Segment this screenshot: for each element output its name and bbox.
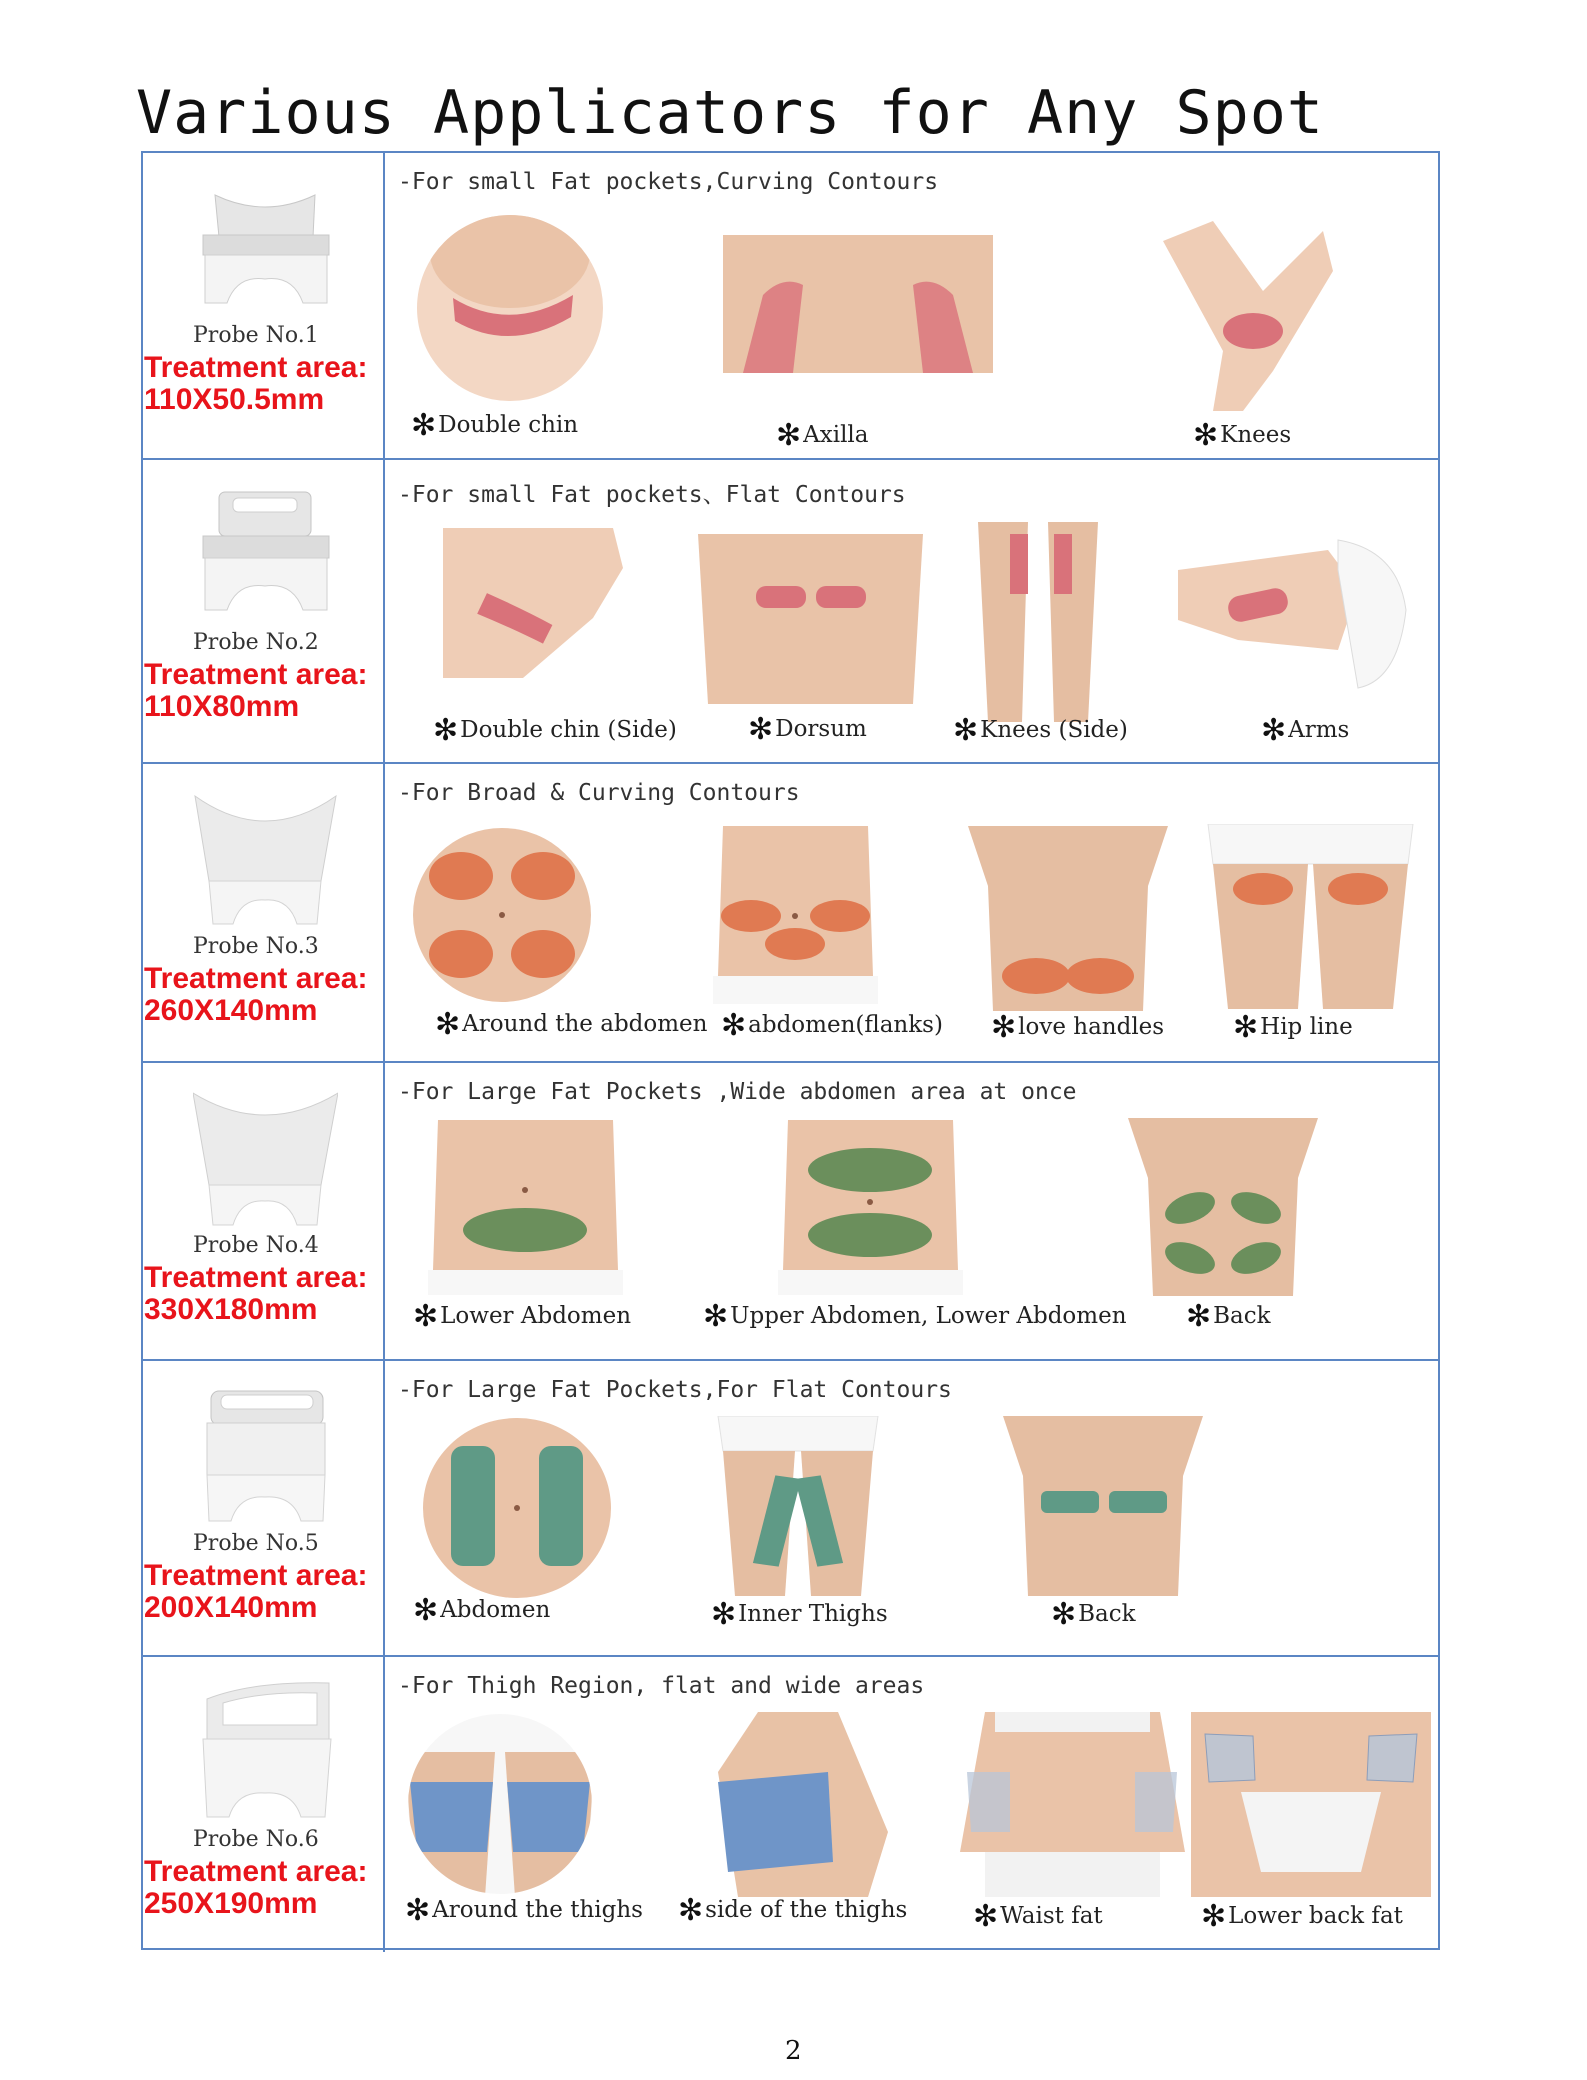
abdomen-flanks-image (713, 826, 878, 1004)
asterisk-bullet-icon: ✻ (678, 1893, 704, 1928)
asterisk-bullet-icon: ✻ (748, 712, 774, 747)
axilla-image (723, 235, 993, 373)
area-caption: ✻love handles (991, 1010, 1165, 1045)
hip-line-image (1203, 824, 1418, 1009)
page-title: Various Applicators for Any Spot (136, 78, 1324, 148)
dorsum-image (698, 534, 923, 704)
asterisk-bullet-icon: ✻ (703, 1299, 729, 1334)
around-thighs-image (405, 1712, 595, 1897)
treatment-area-label: Treatment area: (144, 658, 368, 691)
area-caption: ✻Axilla (776, 418, 869, 453)
double-chin-side-image (443, 528, 633, 678)
area-caption: ✻Upper Abdomen, Lower Abdomen (703, 1299, 1127, 1334)
asterisk-bullet-icon: ✻ (953, 713, 979, 748)
probe-cell (143, 764, 385, 1061)
arms-image (1178, 530, 1408, 690)
asterisk-bullet-icon: ✻ (973, 1899, 999, 1934)
asterisk-bullet-icon: ✻ (1261, 713, 1287, 748)
back-image (1128, 1118, 1318, 1296)
probe-1-image (193, 175, 338, 325)
probe-4-image (193, 1085, 338, 1235)
love-handles-image (968, 826, 1168, 1011)
area-caption: ✻Knees (Side) (953, 713, 1128, 748)
asterisk-bullet-icon: ✻ (1201, 1899, 1227, 1934)
lower-abdomen-image (428, 1120, 623, 1295)
asterisk-bullet-icon: ✻ (1233, 1010, 1259, 1045)
probe-name: Probe No.6 (193, 1827, 319, 1852)
probe-2-image (193, 482, 338, 632)
treatment-area-label: Treatment area: (144, 1559, 368, 1592)
area-caption: ✻Arms (1261, 713, 1350, 748)
probe-3-image (193, 786, 338, 936)
area-caption: ✻Double chin (Side) (433, 713, 677, 748)
area-caption: ✻Lower back fat (1201, 1899, 1403, 1934)
knees-side-image (958, 522, 1118, 722)
treatment-area-label: Treatment area: (144, 1855, 368, 1888)
asterisk-bullet-icon: ✻ (991, 1010, 1017, 1045)
probe-row-5 (143, 1359, 1438, 1655)
asterisk-bullet-icon: ✻ (405, 1893, 431, 1928)
waist-fat-image (955, 1712, 1190, 1897)
treatment-area-size: 260X140mm (144, 994, 318, 1027)
area-caption: ✻Back (1051, 1597, 1136, 1632)
probe-name: Probe No.5 (193, 1531, 319, 1556)
probe-name: Probe No.2 (193, 630, 319, 655)
probe-name: Probe No.4 (193, 1233, 319, 1258)
area-caption: ✻Abdomen (413, 1593, 551, 1628)
treatment-area-label: Treatment area: (144, 962, 368, 995)
asterisk-bullet-icon: ✻ (721, 1008, 747, 1043)
asterisk-bullet-icon: ✻ (776, 418, 802, 453)
probe-name: Probe No.3 (193, 934, 319, 959)
probe-cell (143, 1361, 385, 1655)
probe-cell (143, 1657, 385, 1952)
lower-back-fat-image (1191, 1712, 1431, 1897)
asterisk-bullet-icon: ✻ (411, 408, 437, 443)
side-thighs-image (718, 1712, 888, 1897)
asterisk-bullet-icon: ✻ (413, 1593, 439, 1628)
probe-cell (143, 460, 385, 762)
probe-row-1 (143, 153, 1438, 458)
abdomen-image (421, 1416, 613, 1601)
probe-6-image (193, 1679, 338, 1829)
probe-row-4 (143, 1061, 1438, 1359)
asterisk-bullet-icon: ✻ (1193, 418, 1219, 453)
asterisk-bullet-icon: ✻ (1186, 1299, 1212, 1334)
asterisk-bullet-icon: ✻ (1051, 1597, 1077, 1632)
treatment-area-size: 110X50.5mm (144, 383, 325, 416)
probe-row-2 (143, 458, 1438, 762)
area-caption: ✻Double chin (411, 408, 579, 443)
area-caption: ✻Around the thighs (405, 1893, 643, 1928)
probe-5-image (193, 1383, 338, 1533)
area-caption: ✻Around the abdomen (435, 1007, 708, 1042)
treatment-area-label: Treatment area: (144, 1261, 368, 1294)
inner-thighs-image (713, 1416, 883, 1596)
probe-row-3 (143, 762, 1438, 1061)
knees-image (1153, 211, 1338, 416)
area-caption: ✻Inner Thighs (711, 1597, 888, 1632)
area-caption: ✻Waist fat (973, 1899, 1103, 1934)
probe-cell (143, 153, 385, 458)
area-caption: ✻Knees (1193, 418, 1292, 453)
probe-description: -For Large Fat Pockets ,Wide abdomen area at once (398, 1079, 1077, 1105)
probe-row-6 (143, 1655, 1438, 1952)
treatment-area-size: 200X140mm (144, 1591, 318, 1624)
asterisk-bullet-icon: ✻ (711, 1597, 737, 1632)
area-caption: ✻Hip line (1233, 1010, 1353, 1045)
asterisk-bullet-icon: ✻ (435, 1007, 461, 1042)
probe-description: -For small Fat pockets,Curving Contours (398, 169, 939, 195)
area-caption: ✻abdomen(flanks) (721, 1008, 943, 1043)
treatment-area-size: 330X180mm (144, 1293, 318, 1326)
probe-description: -For Thigh Region, flat and wide areas (398, 1673, 925, 1699)
area-caption: ✻side of the thighs (678, 1893, 908, 1928)
asterisk-bullet-icon: ✻ (433, 713, 459, 748)
treatment-area-label: Treatment area: (144, 351, 368, 384)
probe-description: -For small Fat pockets、Flat Contours (398, 482, 906, 508)
treatment-area-size: 110X80mm (144, 690, 300, 723)
asterisk-bullet-icon: ✻ (413, 1299, 439, 1334)
probe-name: Probe No.1 (193, 323, 319, 348)
area-caption: ✻Lower Abdomen (413, 1299, 632, 1334)
probe-cell (143, 1063, 385, 1359)
area-caption: ✻Dorsum (748, 712, 867, 747)
page-number: 2 (785, 2036, 802, 2066)
probe-description: -For Large Fat Pockets,For Flat Contours (398, 1377, 952, 1403)
probe-description: -For Broad & Curving Contours (398, 780, 800, 806)
treatment-area-size: 250X190mm (144, 1887, 318, 1920)
area-caption: ✻Back (1186, 1299, 1271, 1334)
around-abdomen-image (411, 826, 593, 1004)
back-image (1003, 1416, 1203, 1596)
applicator-table (141, 151, 1440, 1950)
double-chin-image (413, 213, 608, 403)
upper-lower-abdomen-image (778, 1120, 963, 1295)
